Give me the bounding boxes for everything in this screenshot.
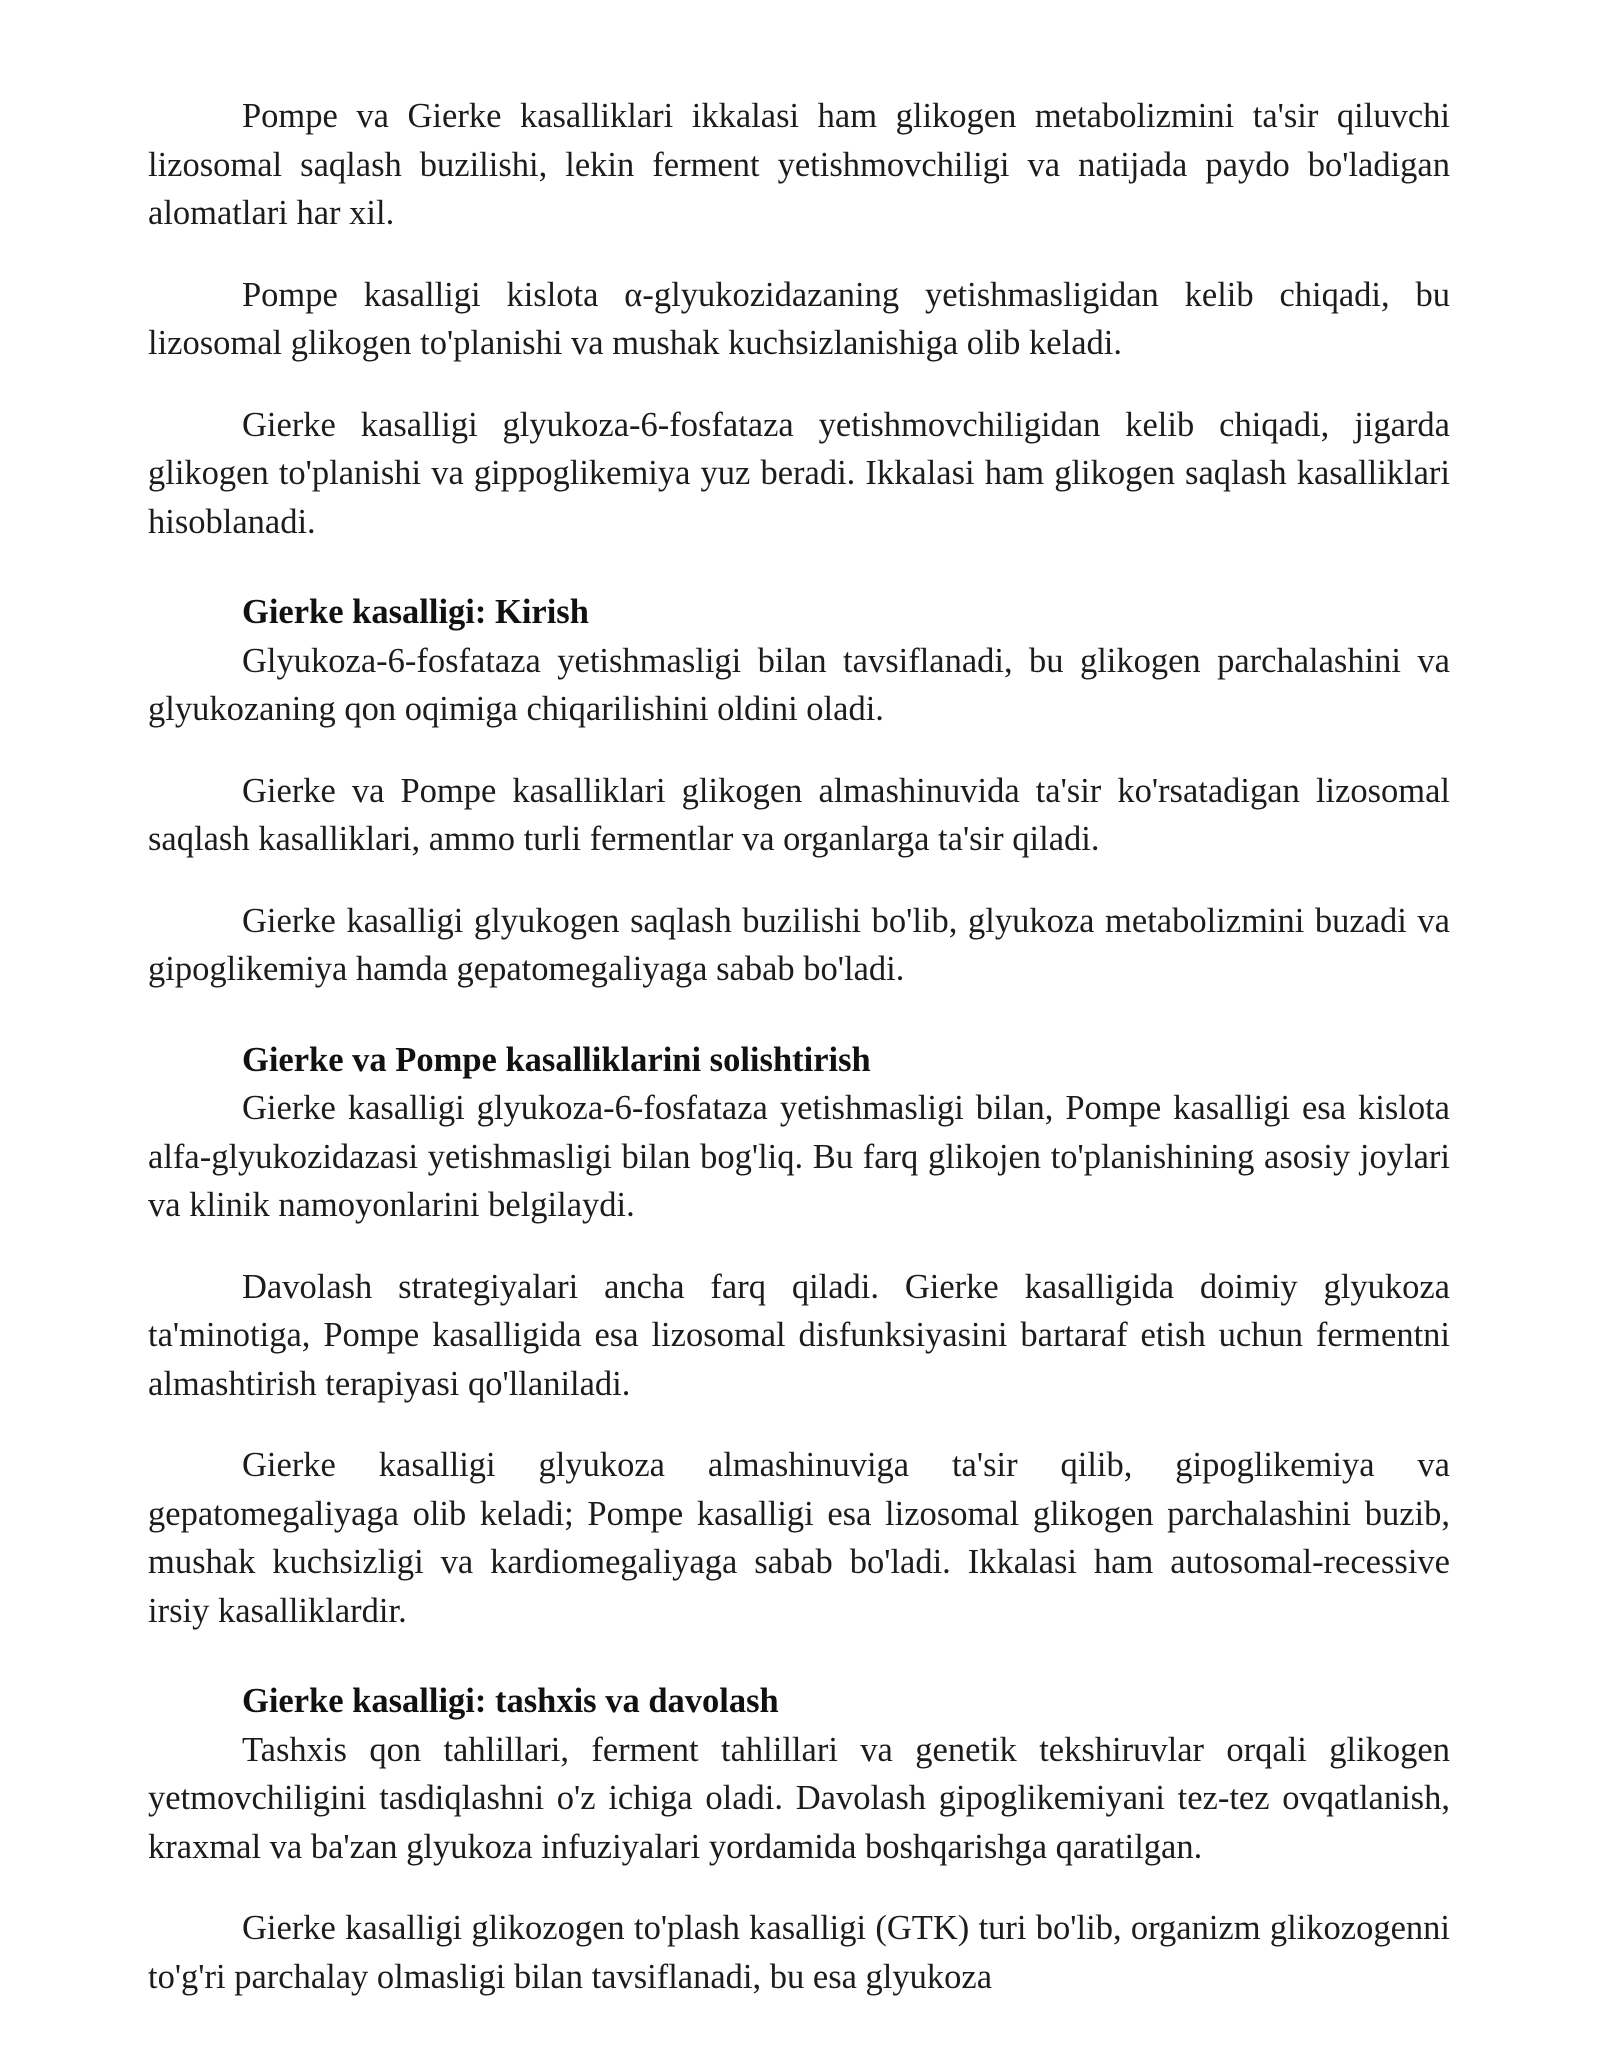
paragraph-gierke-intro: Glyukoza-6-fosfataza yetishmasligi bilan tavsiflanadi, bu glikogen parchalashini va glyukozaning qon oqimiga chiqarilishini oldini oladi. <box>148 641 1450 728</box>
document-page <box>148 92 1450 2001</box>
paragraph-gierke: Gierke kasalligi glyukoza-6-fosfataza yetishmovchiligidan kelib chiqadi, jigarda glikogen to'planishi va gippoglikemiya yuz beradi. Ikkalasi ham glikogen saqlash kasalliklari hisoblanadi. <box>148 405 1450 541</box>
paragraph-pompe: Pompe kasalligi kislota α-glyukozidazaning yetishmasligidan kelib chiqadi, bu lizosomal glikogen to'planishi va mushak kuchsizlanishiga olib keladi. <box>148 275 1450 362</box>
paragraph-effects: Gierke kasalligi glyukoza almashinuviga ta'sir qilib, gipoglikemiya va gepatomegaliyaga olib keladi; Pompe kasalligi esa lizosomal glikogen parchalashini buzib, mushak kuchsizligi va kardiomegaliyaga sabab bo'ladi. Ikkalasi ham autosomal-recessive irsiy kasalliklardir. <box>148 1446 1450 1630</box>
paragraph-gierke-metabolism: Gierke kasalligi glyukogen saqlash buzilishi bo'lib, glyukoza metabolizmini buzadi va gipoglikemiya hamda gepatomegaliyaga sabab bo'ladi. <box>148 901 1450 988</box>
heading-comparison: Gierke va Pompe kasalliklarini solishtirish <box>242 1040 871 1079</box>
paragraph-diagnosis: Tashxis qon tahlillari, ferment tahlillari va genetik tekshiruvlar orqali glikogen yetmovchiligini tasdiqlashni o'z ichiga oladi. Davolash gipoglikemiyani tez-tez ovqatlanish, kraxmal va ba'zan glyukoza infuziyalari yordamida boshqarishga qaratilgan. <box>148 1730 1450 1866</box>
heading-gierke-intro: Gierke kasalligi: Kirish <box>242 593 589 631</box>
paragraph-comparison: Gierke kasalligi glyukoza-6-fosfataza yetishmasligi bilan, Pompe kasalligi esa kislota alfa-glyukozidazasi yetishmasligi bilan bog'liq. Bu farq glikojen to'planishining asosiy joylari va klinik namoyonlarini belgilaydi. <box>148 1089 1450 1224</box>
heading-diagnosis-treatment: Gierke kasalligi: tashxis va davolash <box>242 1682 779 1720</box>
paragraph-treatment-strategies: Davolash strategiyalari ancha farq qiladi. Gierke kasalligida doimiy glyukoza ta'minotiga, Pompe kasalligida esa lizosomal disfunksiyasini bartaraf etish uchun fermentni almashtirish terapiyasi qo'llaniladi. <box>148 1267 1450 1403</box>
paragraph-intro: Pompe va Gierke kasalliklari ikkalasi ham glikogen metabolizmini ta'sir qiluvchi lizosomal saqlash buzilishi, lekin ferment yetishmovchiligi va natijada paydo bo'ladigan alomatlari har xil. <box>148 97 1450 232</box>
paragraph-gierke-pompe: Gierke va Pompe kasalliklari glikogen almashinuvida ta'sir ko'rsatadigan lizosomal saqlash kasalliklari, ammo turli fermentlar va organlarga ta'sir qiladi. <box>148 771 1450 858</box>
paragraph-gtk: Gierke kasalligi glikozogen to'plash kasalligi (GTK) turi bo'lib, organizm glikozogenni to'g'ri parchalay olmasligi bilan tavsiflanadi, bu esa glyukoza <box>148 1909 1450 1996</box>
